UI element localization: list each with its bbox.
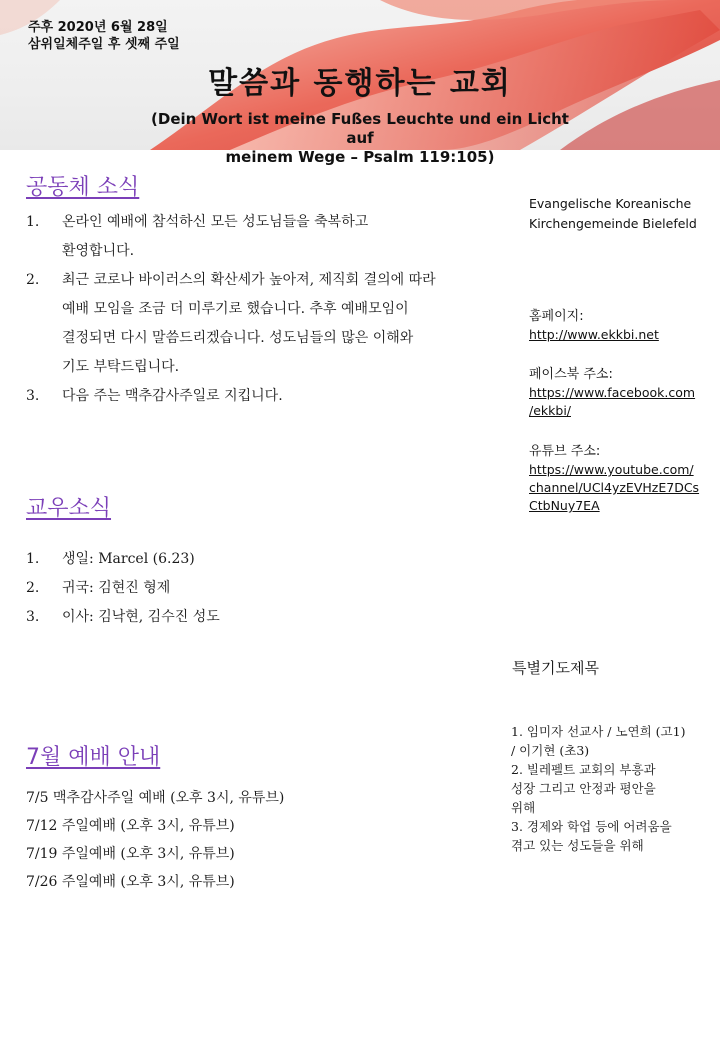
page-title: 말씀과 동행하는 교회 (208, 66, 512, 101)
item-number: 1. (26, 214, 40, 230)
schedule-item: 7/19 주일예배 (오후 3시, 유튜브) (26, 846, 235, 862)
facebook-label: 페이스북 주소: (529, 367, 613, 382)
list-item (26, 545, 496, 574)
prayer-requests-title: 특별기도제목 (512, 659, 599, 677)
service-date: 주후 2020년 6월 28일 (28, 20, 168, 35)
church-name (529, 194, 715, 234)
verse-line: meinem Wege – Psalm 119:105) (225, 148, 495, 166)
list-item (26, 266, 496, 382)
item-line: 결정되면 다시 말씀드리겠습니다. 성도님들의 많은 이해와 (62, 330, 414, 346)
item-line: 기도 부탁드립니다. (62, 359, 180, 375)
item-line: 최근 코로나 바이러스의 확산세가 높아져, 제직회 결의에 따라 (62, 272, 436, 288)
facebook-link[interactable] (529, 384, 715, 420)
list-item (26, 208, 496, 266)
prayer-line: 1. 임미자 선교사 / 노연희 (고1) (511, 724, 686, 739)
community-news-title: 공동체 소식 (26, 175, 140, 200)
schedule-item: 7/12 주일예배 (오후 3시, 유튜브) (26, 818, 235, 834)
verse-line: (Dein Wort ist meine Fußes Leuchte und ein Licht auf (151, 110, 569, 147)
item-line: 예배 모임을 조금 더 미루기로 했습니다. 추후 예배모임이 (62, 301, 409, 317)
list-item (26, 574, 496, 603)
member-news-list (26, 545, 496, 632)
church-name-line: Evangelische Koreanische (529, 196, 692, 211)
schedule-item: 7/26 주일예배 (오후 3시, 유튜브) (26, 874, 235, 890)
prayer-line: 2. 빌레펠트 교회의 부흥과 (511, 762, 656, 777)
homepage-label: 홈페이지: (529, 309, 584, 324)
youtube-label: 유튜브 주소: (529, 444, 601, 459)
item-text: 이사: 김낙현, 김수진 성도 (62, 609, 220, 625)
july-worship-list (26, 784, 284, 896)
community-news-list (26, 208, 496, 411)
item-number: 2. (26, 580, 40, 596)
youtube-link[interactable] (529, 461, 715, 515)
list-item (26, 382, 496, 411)
item-line: 다음 주는 맥추감사주일로 지킵니다. (62, 388, 283, 404)
church-name-line: Kirchengemeinde Bielefeld (529, 216, 697, 231)
liturgical-sunday: 삼위일체주일 후 셋째 주일 (28, 37, 180, 52)
homepage-link[interactable]: http://www.ekkbi.net (529, 327, 659, 342)
list-item (26, 603, 496, 632)
item-text: 귀국: 김현진 형제 (62, 580, 171, 596)
homepage-block (529, 308, 715, 344)
item-number: 3. (26, 388, 40, 404)
item-line: 환영합니다. (62, 243, 135, 259)
prayer-line: 위해 (511, 800, 536, 815)
item-number: 1. (26, 551, 40, 567)
prayer-line: 성장 그리고 안정과 평안을 (511, 781, 656, 796)
youtube-block (529, 443, 715, 515)
prayer-line: 3. 경제와 학업 등에 어려움을 (511, 819, 672, 834)
july-worship-title: 7월 예배 안내 (26, 745, 161, 770)
header-banner (0, 0, 720, 166)
youtube-link-line[interactable]: https://www.youtube.com/ (529, 462, 694, 477)
youtube-link-line[interactable]: CtbNuy7EA (529, 498, 600, 513)
bible-verse (140, 110, 580, 167)
member-news-title: 교우소식 (26, 496, 112, 521)
item-number: 3. (26, 609, 40, 625)
item-number: 2. (26, 272, 40, 288)
facebook-link-line[interactable]: /ekkbi/ (529, 403, 571, 418)
prayer-line: 겪고 있는 성도들을 위해 (511, 838, 644, 853)
prayer-requests-list (511, 722, 711, 855)
item-text: 생일: Marcel (6.23) (62, 551, 195, 567)
schedule-item: 7/5 맥추감사주일 예배 (오후 3시, 유튜브) (26, 790, 285, 806)
item-line: 온라인 예배에 참석하신 모든 성도님들을 축복하고 (62, 214, 369, 230)
facebook-link-line[interactable]: https://www.facebook.com (529, 385, 696, 400)
prayer-line: / 이기현 (초3) (511, 743, 590, 758)
youtube-link-line[interactable]: channel/UCl4yzEVHzE7DCs (529, 480, 700, 495)
facebook-block (529, 366, 715, 420)
